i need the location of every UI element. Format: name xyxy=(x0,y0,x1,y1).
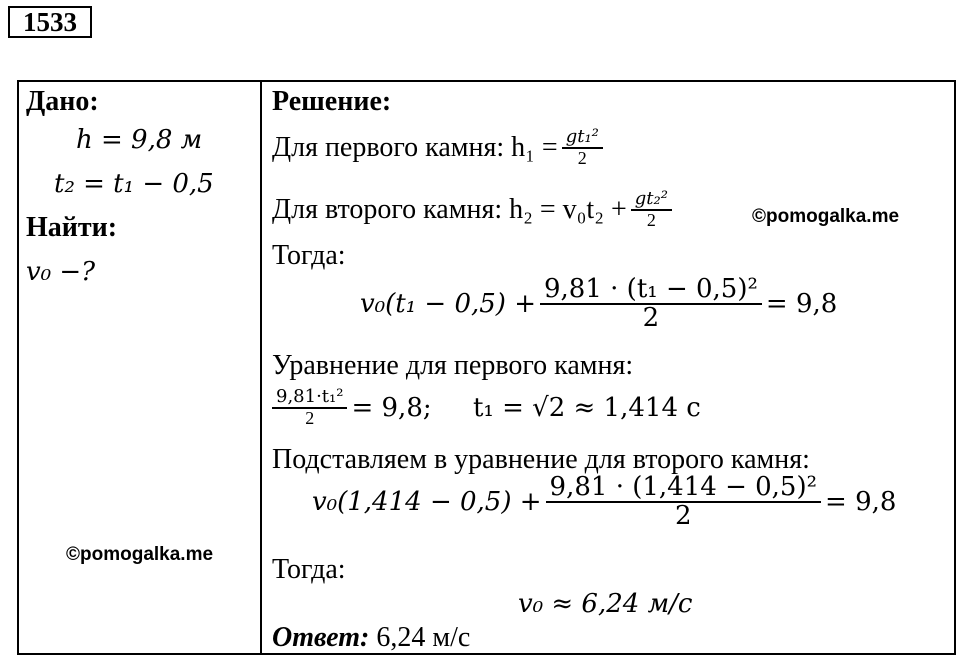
second-stone-numerator: gt₂² xyxy=(631,190,672,211)
second-stone-label: Для второго камня: h₂ = v₀t₂ + xyxy=(272,193,627,225)
equation-2-fraction xyxy=(272,388,347,428)
equation-3-left: v₀(1,414 − 0,5) + xyxy=(312,487,542,518)
equation-1-right: = 9,8 xyxy=(765,289,838,320)
equation-1-numerator: 9,81 · (t₁ − 0,5)² xyxy=(540,276,762,305)
equation-2-denominator: 2 xyxy=(305,407,315,428)
first-stone-label: Для первого камня: h₁ = xyxy=(272,131,558,163)
equation-1 xyxy=(360,276,837,333)
answer-label: Ответ: xyxy=(272,622,370,653)
first-stone-fraction xyxy=(562,128,603,168)
find-heading: Найти: xyxy=(26,212,118,243)
first-stone-equation-label: Уравнение для первого камня: xyxy=(272,350,634,381)
first-stone-numerator: gt₁² xyxy=(562,128,603,149)
find-value: v₀ −? xyxy=(26,257,96,287)
answer-value: 6,24 м/с xyxy=(376,622,471,653)
problem-number: 1533 xyxy=(8,6,92,38)
second-stone-denominator: 2 xyxy=(646,209,656,230)
second-stone-fraction xyxy=(631,190,672,230)
watermark-right: ©pomogalka.me xyxy=(752,206,900,227)
equation-3-denominator: 2 xyxy=(675,501,692,532)
equation-1-fraction xyxy=(540,276,762,333)
watermark-left: ©pomogalka.me xyxy=(66,544,214,565)
then-label-1: Тогда: xyxy=(272,240,346,271)
first-stone-formula xyxy=(272,128,607,168)
equation-3-numerator: 9,81 · (1,414 − 0,5)² xyxy=(546,474,822,503)
equation-1-denominator: 2 xyxy=(642,303,660,334)
equation-2-numerator: 9,81·t₁² xyxy=(272,388,347,409)
given-height: h = 9,8 м xyxy=(76,125,203,155)
equation-1-left: v₀(t₁ − 0,5) + xyxy=(360,289,536,320)
equation-2-rest: = 9,8; t₁ = √2 ≈ 1,414 с xyxy=(351,392,701,423)
solution-heading: Решение: xyxy=(272,86,392,117)
substitute-label: Подставляем в уравнение для второго камня: xyxy=(272,444,810,475)
then-label-2: Тогда: xyxy=(272,554,346,585)
answer-line xyxy=(272,622,470,654)
first-stone-denominator: 2 xyxy=(577,147,587,168)
equation-2 xyxy=(272,388,701,428)
given-time-relation: t₂ = t₁ − 0,5 xyxy=(54,169,214,199)
given-heading: Дано: xyxy=(26,86,99,117)
second-stone-formula xyxy=(272,190,676,230)
equation-3-right: = 9,8 xyxy=(825,487,897,518)
equation-3 xyxy=(312,474,896,531)
column-divider xyxy=(260,80,262,655)
equation-3-fraction xyxy=(546,474,822,531)
result-value: v₀ ≈ 6,24 м/с xyxy=(518,589,693,619)
